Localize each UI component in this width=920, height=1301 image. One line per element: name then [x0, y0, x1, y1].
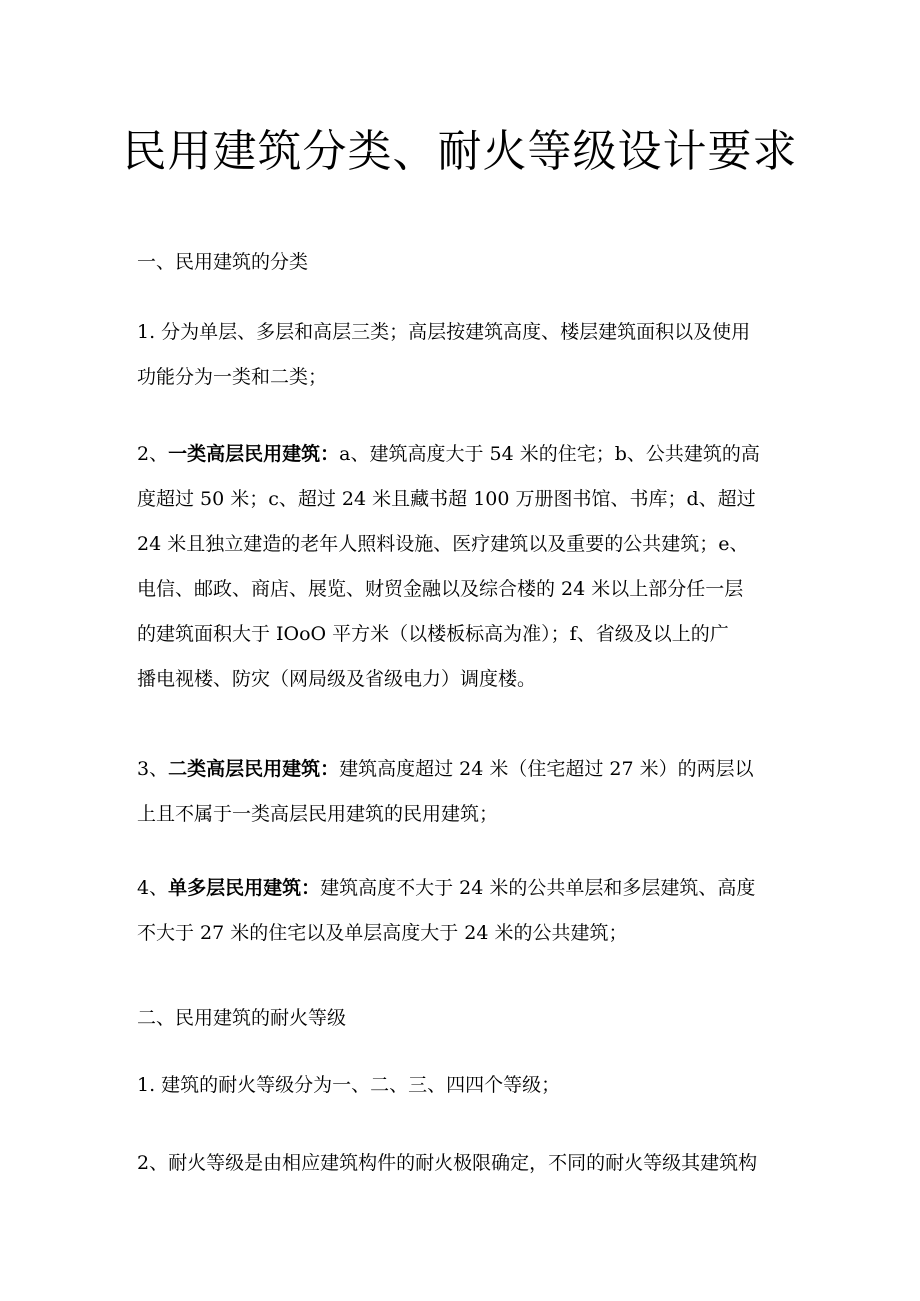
paragraph-line: 上且不属于一类高层民用建筑的民用建筑； — [137, 803, 499, 825]
paragraph-line: 1. 分为单层、多层和高层三类；高层按建筑高度、楼层建筑面积以及使用 — [137, 321, 751, 343]
item-number: 3、 — [137, 758, 169, 780]
section-heading-text: 一、民用建筑的分类 — [137, 251, 309, 273]
paragraph-item-2 — [137, 432, 797, 702]
paragraph-first-line — [137, 866, 797, 911]
section-heading — [137, 240, 797, 285]
paragraph-item-3 — [137, 747, 797, 837]
item-colon: ： — [301, 877, 321, 899]
paragraph-line: 1. 建筑的耐火等级分为一、二、三、四四个等级； — [137, 1074, 561, 1096]
item-colon: ： — [320, 758, 340, 780]
document-title: 民用建筑分类、耐火等级设计要求 — [122, 126, 798, 177]
paragraph-item-1 — [137, 1063, 797, 1108]
item-term: 一类高层民用建筑 — [168, 443, 321, 465]
paragraph-item-4 — [137, 866, 797, 956]
paragraph-line: 播电视楼、防灾（网局级及省级电力）调度楼。 — [137, 668, 537, 690]
paragraph-line: 的建筑面积大于 IOoO 平方米（以楼板标高为准）；f、省级及以上的广 — [137, 623, 729, 645]
item-text: a、建筑高度大于 54 米的住宅；b、公共建筑的高 — [339, 443, 760, 465]
paragraph-first-line — [137, 747, 797, 792]
section-heading-text: 二、民用建筑的耐火等级 — [137, 1007, 347, 1029]
paragraph-line: 功能分为一类和二类； — [137, 366, 328, 388]
paragraph-line: 度超过 50 米；c、超过 24 米且藏书超 100 万册图书馆、书库；d、超过 — [137, 488, 756, 510]
paragraph-first-line — [137, 432, 797, 477]
item-number: 2、 — [137, 443, 169, 465]
paragraph-line: 电信、邮政、商店、展览、财贸金融以及综合楼的 24 米以上部分任一层 — [137, 578, 744, 600]
item-term: 单多层民用建筑 — [168, 877, 302, 899]
item-term: 二类高层民用建筑 — [168, 758, 321, 780]
paragraph-item-1 — [137, 310, 797, 400]
item-text: 建筑高度超过 24 米（住宅超过 27 米）的两层以 — [339, 758, 754, 780]
item-colon: ： — [320, 443, 340, 465]
paragraph-item-2 — [137, 1141, 797, 1186]
section-heading — [137, 996, 797, 1041]
paragraph-line: 不大于 27 米的住宅以及单层高度大于 24 米的公共建筑； — [137, 922, 628, 944]
paragraph-line: 2、耐火等级是由相应建筑构件的耐火极限确定，不同的耐火等级其建筑构 — [137, 1152, 758, 1174]
item-text: 建筑高度不大于 24 米的公共单层和多层建筑、高度 — [320, 877, 756, 899]
paragraph-line: 24 米且独立建造的老年人照料设施、医疗建筑以及重要的公共建筑；e、 — [137, 533, 749, 555]
item-number: 4、 — [137, 877, 169, 899]
